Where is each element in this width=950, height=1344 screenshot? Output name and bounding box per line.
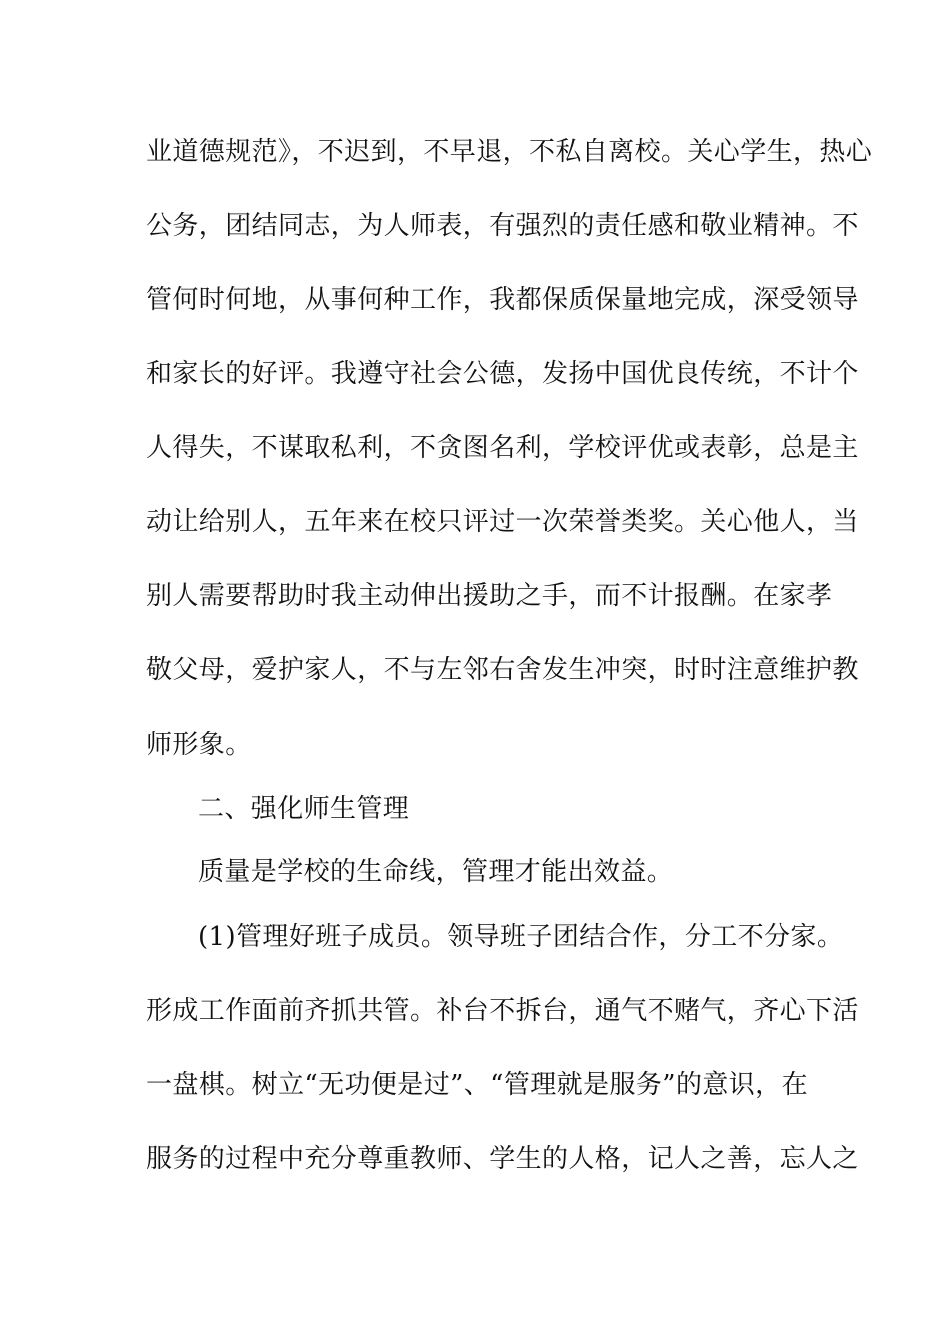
paragraph-line: 公务，团结同志，为人师表，有强烈的责任感和敬业精神。不	[146, 211, 859, 241]
paragraph-line: 服务的过程中充分尊重教师、学生的人格，记人之善，忘人之	[146, 1144, 859, 1174]
paragraph-line: 敬父母，爱护家人，不与左邻右舍发生冲突，时时注意维护教	[146, 655, 859, 685]
paragraph-line: 人得失，不谋取私利，不贪图名利，学校评优或表彰，总是主	[146, 433, 859, 463]
paragraph-line: 质量是学校的生命线，管理才能出效益。	[198, 857, 674, 887]
paragraph-line: 一盘棋。树立“无功便是过”、“管理就是服务”的意识，在	[146, 1070, 808, 1100]
paragraph-line: (1)管理好班子成员。领导班子团结合作，分工不分家。	[198, 922, 844, 952]
paragraph-line: 管何时何地，从事何种工作，我都保质保量地完成，深受领导	[146, 285, 859, 315]
paragraph-line: 别人需要帮助时我主动伸出援助之手，而不计报酬。在家孝	[146, 581, 833, 611]
paragraph-line: 师形象。	[146, 730, 252, 760]
paragraph-line: 和家长的好评。我遵守社会公德，发扬中国优良传统，不计个	[146, 359, 859, 389]
section-heading: 二、强化师生管理	[198, 794, 410, 824]
paragraph-line: 动让给别人，五年来在校只评过一次荣誉类奖。关心他人，当	[146, 507, 859, 537]
paragraph-line: 形成工作面前齐抓共管。补台不拆台，通气不赌气，齐心下活	[146, 996, 859, 1026]
paragraph-line: 业道德规范》，不迟到，不早退，不私自离校。关心学生，热心	[146, 137, 873, 167]
